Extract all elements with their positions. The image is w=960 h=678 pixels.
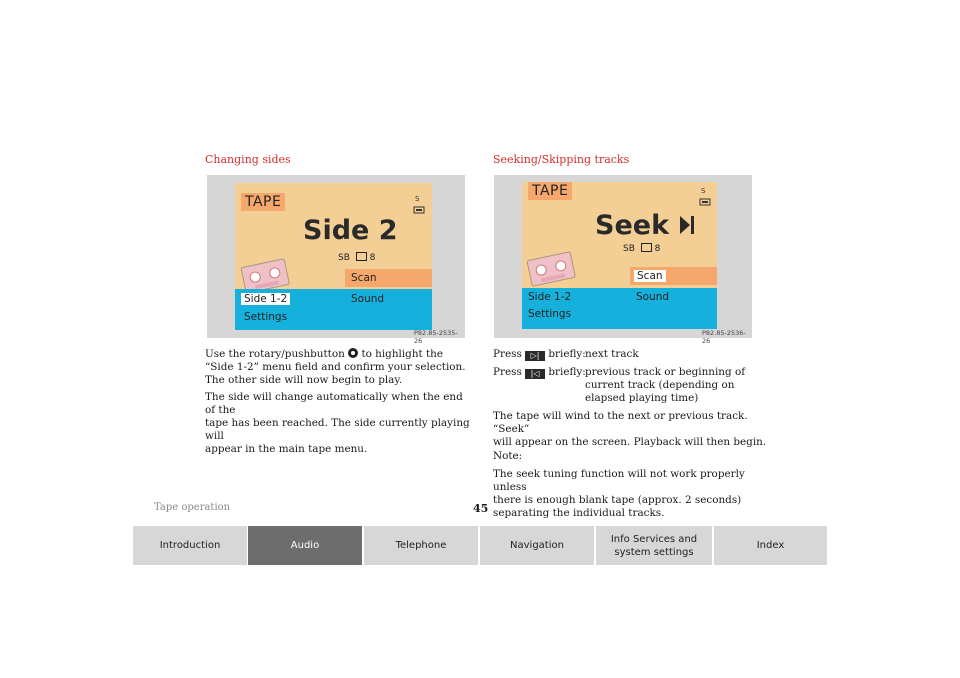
scan-row[interactable] [630,267,717,285]
sb-number: 8 [654,244,661,254]
seek-label: Seek [595,210,670,241]
text: Press [493,348,522,360]
text: separating the individual tracks. [493,507,665,519]
sb-number: 8 [369,253,376,263]
tab-navigation[interactable]: Navigation [480,526,594,565]
text: elapsed playing time) [585,392,699,404]
skip-forward-icon [678,214,696,236]
menu-settings[interactable]: Settings [244,311,288,323]
section-heading-changing-sides: Changing sides [205,153,291,166]
text: appear in the main tape menu. [205,443,368,455]
sb-indicator [623,243,660,254]
text: The other side will now begin to play. [205,374,403,386]
text: briefly: [548,366,586,378]
svg-text:S: S [415,195,420,203]
tape-mode-label: TAPE [241,193,285,211]
text: Use the rotary/pushbutton [205,348,345,360]
text: “Side 1-2” menu field and confirm your selection. [205,361,466,373]
section-footer-label: Tape operation [154,502,231,513]
page-number: 45 [473,502,489,515]
text: The seek tuning function will not work properly unless [493,468,745,493]
menu-scan[interactable]: Scan [351,272,377,284]
scan-row[interactable] [345,269,432,287]
previous-track-button-icon: |◁ [525,369,545,379]
note-paragraph [493,468,768,520]
display-screen [235,183,432,330]
menu-settings[interactable]: Settings [528,308,572,320]
svg-text:S: S [701,187,706,195]
tab-audio[interactable]: Audio [248,526,362,565]
next-track-button-icon: ▷| [525,351,545,361]
screen-photo-changing-sides [207,175,465,345]
display-screen [522,182,717,329]
menu-bar [235,289,432,330]
text: to highlight the [361,348,444,360]
press-previous-row [493,366,763,404]
tab-telephone[interactable]: Telephone [364,526,478,565]
menu-sound[interactable]: Sound [636,291,670,303]
note-label: Note: [493,450,523,462]
instruction-paragraph-1 [205,348,475,387]
text: briefly: [548,348,586,360]
text: will appear on the screen. Playback will then begin. [493,436,767,448]
current-side-text: Side 2 [303,215,398,246]
tab-index[interactable]: Index [714,526,827,565]
text: tape has been reached. The side currently playing will [205,417,470,442]
cassette-mini-icon [356,252,367,261]
instruction-paragraph-2 [205,391,475,456]
text: there is enough blank tape (approx. 2 seconds) [493,494,742,506]
text: current track (depending on [585,379,735,391]
menu-side-1-2-highlighted[interactable]: Side 1-2 [241,293,290,305]
screen-photo-seeking [494,175,752,345]
sb-label: SB [338,253,350,263]
tape-mode-label: TAPE [528,182,572,200]
text: Press [493,366,522,378]
cassette-mini-icon [641,243,652,252]
status-icons [413,193,425,215]
sb-label: SB [623,244,635,254]
status-icons [699,185,711,207]
text: previous track or beginning of [585,366,746,378]
section-heading-seeking: Seeking/Skipping tracks [493,153,630,166]
cassette-icon [525,248,577,288]
sb-indicator [338,252,375,263]
photo-code: P82.85-2535-26 [414,329,458,345]
rotary-pushbutton-icon [348,348,358,358]
text: next track [585,348,639,360]
photo-code: P82.85-2536-26 [702,329,746,345]
seek-text [595,210,696,241]
seek-paragraph [493,410,768,449]
press-next-row [493,348,763,361]
menu-bar [522,288,717,329]
tab-introduction[interactable]: Introduction [133,526,247,565]
menu-scan-highlighted[interactable]: Scan [634,270,666,282]
tab-info-services[interactable]: Info Services and system settings [596,526,712,565]
menu-side-1-2[interactable]: Side 1-2 [528,291,572,303]
menu-sound[interactable]: Sound [351,293,385,305]
text: The tape will wind to the next or previous track. “Seek” [493,410,748,435]
text: The side will change automatically when the end of the [205,391,463,416]
